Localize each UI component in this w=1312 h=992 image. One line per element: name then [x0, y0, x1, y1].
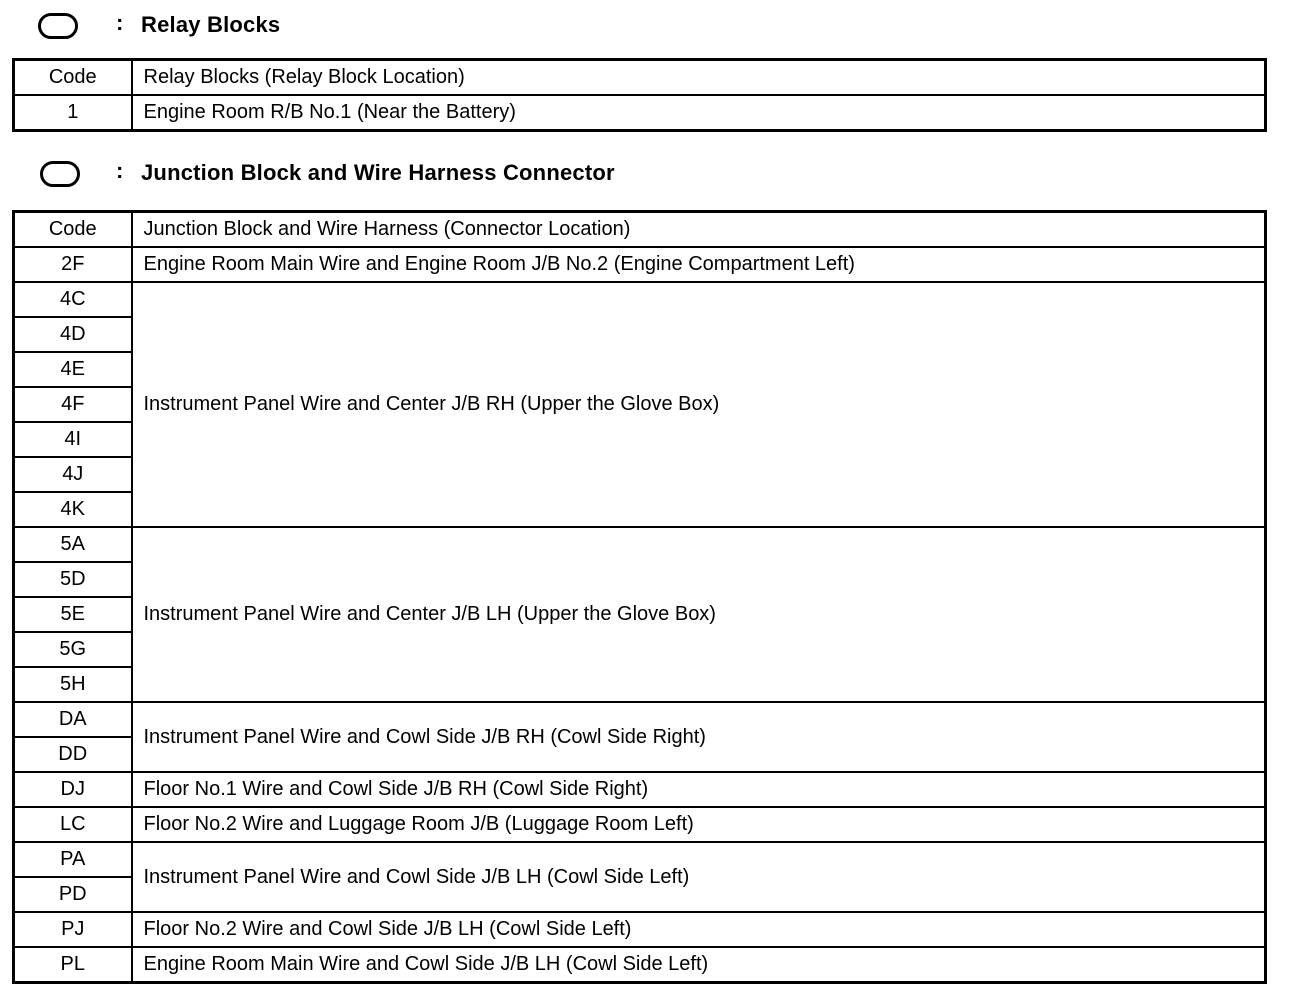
connector-code-cell: 4I — [14, 422, 132, 457]
relay-location-cell: Engine Room R/B No.1 (Near the Battery) — [132, 95, 1266, 131]
connector-code-cell: 4E — [14, 352, 132, 387]
table-row — [14, 772, 1266, 807]
relay-section-title: Relay Blocks — [141, 12, 281, 37]
table-row — [14, 95, 1266, 131]
table-row — [14, 807, 1266, 842]
connector-code-cell: 4C — [14, 282, 132, 317]
connector-location-cell: Floor No.2 Wire and Luggage Room J/B (Luggage Room Left) — [132, 807, 1266, 842]
connector-location-cell: Engine Room Main Wire and Engine Room J/B No.2 (Engine Compartment Left) — [132, 247, 1266, 282]
connector-code-cell: LC — [14, 807, 132, 842]
relay-block-symbol-icon — [38, 13, 78, 39]
table-header-row — [14, 60, 1266, 96]
table-row — [14, 947, 1266, 983]
connector-code-cell: 5D — [14, 562, 132, 597]
connector-code-cell: PA — [14, 842, 132, 877]
connector-code-cell: 4D — [14, 317, 132, 352]
connector-location-cell: Floor No.2 Wire and Cowl Side J/B LH (Cowl Side Left) — [132, 912, 1266, 947]
connector-location-cell: Instrument Panel Wire and Cowl Side J/B RH (Cowl Side Right) — [132, 702, 1266, 772]
junction-section-heading — [0, 156, 1312, 196]
connector-code-cell: DA — [14, 702, 132, 737]
junction-block-table — [12, 210, 1267, 984]
relay-code-cell: 1 — [14, 95, 132, 131]
connector-code-cell: 5A — [14, 527, 132, 562]
table-row — [14, 247, 1266, 282]
connector-code-cell: 4K — [14, 492, 132, 527]
relay-heading-colon: : — [116, 10, 124, 35]
junction-section-title: Junction Block and Wire Harness Connector — [141, 160, 615, 185]
connector-code-cell: 2F — [14, 247, 132, 282]
connector-code-cell: DD — [14, 737, 132, 772]
connector-code-cell: 5H — [14, 667, 132, 702]
location-header: Junction Block and Wire Harness (Connector Location) — [132, 212, 1266, 248]
connector-location-cell: Instrument Panel Wire and Center J/B RH (Upper the Glove Box) — [132, 282, 1266, 527]
table-row — [14, 702, 1266, 737]
connector-code-cell: 4F — [14, 387, 132, 422]
relay-blocks-table — [12, 58, 1267, 132]
connector-code-cell: DJ — [14, 772, 132, 807]
connector-location-cell: Instrument Panel Wire and Center J/B LH (Upper the Glove Box) — [132, 527, 1266, 702]
table-row — [14, 282, 1266, 317]
relay-section-heading — [0, 6, 1312, 46]
table-header-row — [14, 212, 1266, 248]
location-header: Relay Blocks (Relay Block Location) — [132, 60, 1266, 96]
code-header: Code — [14, 60, 132, 96]
connector-code-cell: 5E — [14, 597, 132, 632]
connector-location-cell: Instrument Panel Wire and Cowl Side J/B LH (Cowl Side Left) — [132, 842, 1266, 912]
table-row — [14, 912, 1266, 947]
connector-code-cell: PL — [14, 947, 132, 983]
junction-block-symbol-icon — [40, 161, 80, 187]
connector-code-cell: PJ — [14, 912, 132, 947]
table-row — [14, 842, 1266, 877]
code-header: Code — [14, 212, 132, 248]
connector-location-cell: Engine Room Main Wire and Cowl Side J/B LH (Cowl Side Left) — [132, 947, 1266, 983]
connector-location-cell: Floor No.1 Wire and Cowl Side J/B RH (Cowl Side Right) — [132, 772, 1266, 807]
junction-heading-colon: : — [116, 158, 124, 183]
connector-code-cell: PD — [14, 877, 132, 912]
table-row — [14, 527, 1266, 562]
connector-code-cell: 5G — [14, 632, 132, 667]
connector-code-cell: 4J — [14, 457, 132, 492]
